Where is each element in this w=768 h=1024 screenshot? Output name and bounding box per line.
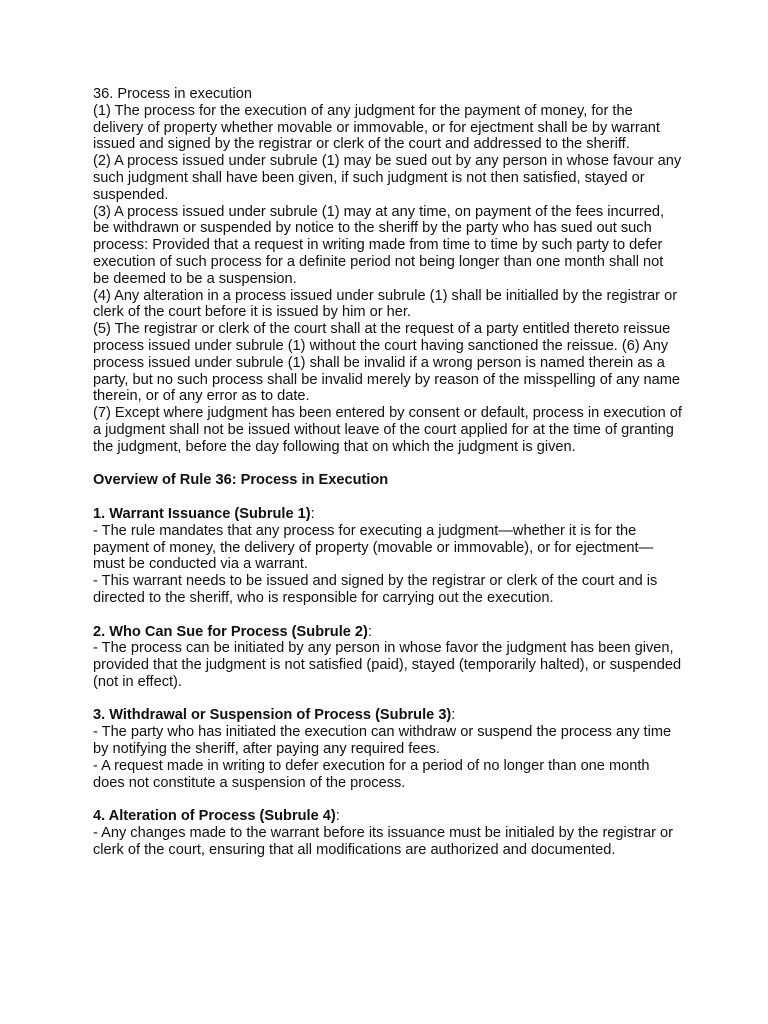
spacer bbox=[93, 791, 683, 808]
spacer bbox=[93, 489, 683, 506]
section-2-heading bbox=[93, 624, 683, 641]
section-4-heading bbox=[93, 808, 683, 825]
spacer bbox=[93, 691, 683, 708]
subrule-2: (2) A process issued under subrule (1) may be sued out by any person in whose favour any such judgment shall have been given, if such judgment is not then satisfied, stayed or suspended. bbox=[93, 153, 682, 203]
section-heading-text: 1. Warrant Issuance (Subrule 1) bbox=[93, 505, 311, 522]
section-heading-text: 2. Who Can Sue for Process (Subrule 2) bbox=[93, 623, 368, 640]
section-heading-colon: : bbox=[335, 808, 340, 825]
spacer bbox=[93, 607, 683, 624]
section-2-point-1: - The process can be initiated by any person in whose favor the judgment has been given, provided that the judgment is not satisfied (paid), stayed (temporarily halted), or suspended (not in effect). bbox=[93, 640, 682, 690]
subrule-1: (1) The process for the execution of any judgment for the payment of money, for the delivery of property whether movable or immovable, or for ejectment shall be by warrant issued and signed by the registrar or clerk of the court and addressed to the sheriff. bbox=[93, 102, 660, 153]
section-heading-colon: : bbox=[310, 505, 315, 522]
subrule-4: (4) Any alteration in a process issued under subrule (1) shall be initialled by the registrar or clerk of the court before it is issued by him or her. bbox=[93, 287, 678, 321]
rule-heading: 36. Process in execution bbox=[93, 86, 252, 102]
subrule-7: (7) Except where judgment has been entered by consent or default, process in execution of a judgment shall not be issued without leave of the court applied for at the time of granting the judgment, before the day following that on which the judgment is given. bbox=[93, 405, 682, 455]
section-3-point-1: - The party who has initiated the execution can withdraw or suspend the process any time by notifying the sheriff, after paying any required fees. bbox=[93, 724, 672, 758]
subrule-5-6: (5) The registrar or clerk of the court shall at the request of a party entitled thereto reissue process issued under subrule (1) without the court having sanctioned the reissue. (6) Any process issued under subrule (1) shall be invalid if a wrong person is named therein as a party, but no such process shall be invalid merely by reason of the misspelling of any name therein, or of any error as to date. bbox=[93, 321, 681, 405]
section-1-point-2: - This warrant needs to be issued and signed by the registrar or clerk of the court and is directed to the sheriff, who is responsible for carrying out the execution. bbox=[93, 573, 658, 606]
section-1-point-1: - The rule mandates that any process for executing a judgment—whether it is for the payment of money, the delivery of property (movable or immovable), or for ejectment—must be conducted via a warrant. bbox=[93, 522, 654, 573]
spacer bbox=[93, 456, 683, 473]
subrule-3: (3) A process issued under subrule (1) may at any time, on payment of the fees incurred, be withdrawn or suspended by notice to the sheriff by the party who has sued out such process: Provided that a request in writing made from time to time by such party to defer execution of such process for a definite period not being longer than one month shall not be deemed to be a suspension. bbox=[93, 203, 665, 287]
section-1-heading bbox=[93, 506, 683, 523]
section-3-heading bbox=[93, 707, 683, 724]
section-3-point-2: - A request made in writing to defer execution for a period of no longer than one month does not constitute a suspension of the process. bbox=[93, 757, 650, 791]
section-heading-colon: : bbox=[451, 707, 456, 724]
overview-title: Overview of Rule 36: Process in Execution bbox=[93, 472, 389, 489]
section-heading-text: 3. Withdrawal or Suspension of Process (Subrule 3) bbox=[93, 707, 452, 724]
section-heading-text: 4. Alteration of Process (Subrule 4) bbox=[93, 808, 336, 825]
section-4-point-1: - Any changes made to the warrant before its issuance must be initialed by the registrar or clerk of the court, ensuring that all modifications are authorized and documented. bbox=[93, 825, 673, 858]
section-heading-colon: : bbox=[367, 623, 372, 640]
document-page bbox=[93, 86, 683, 859]
